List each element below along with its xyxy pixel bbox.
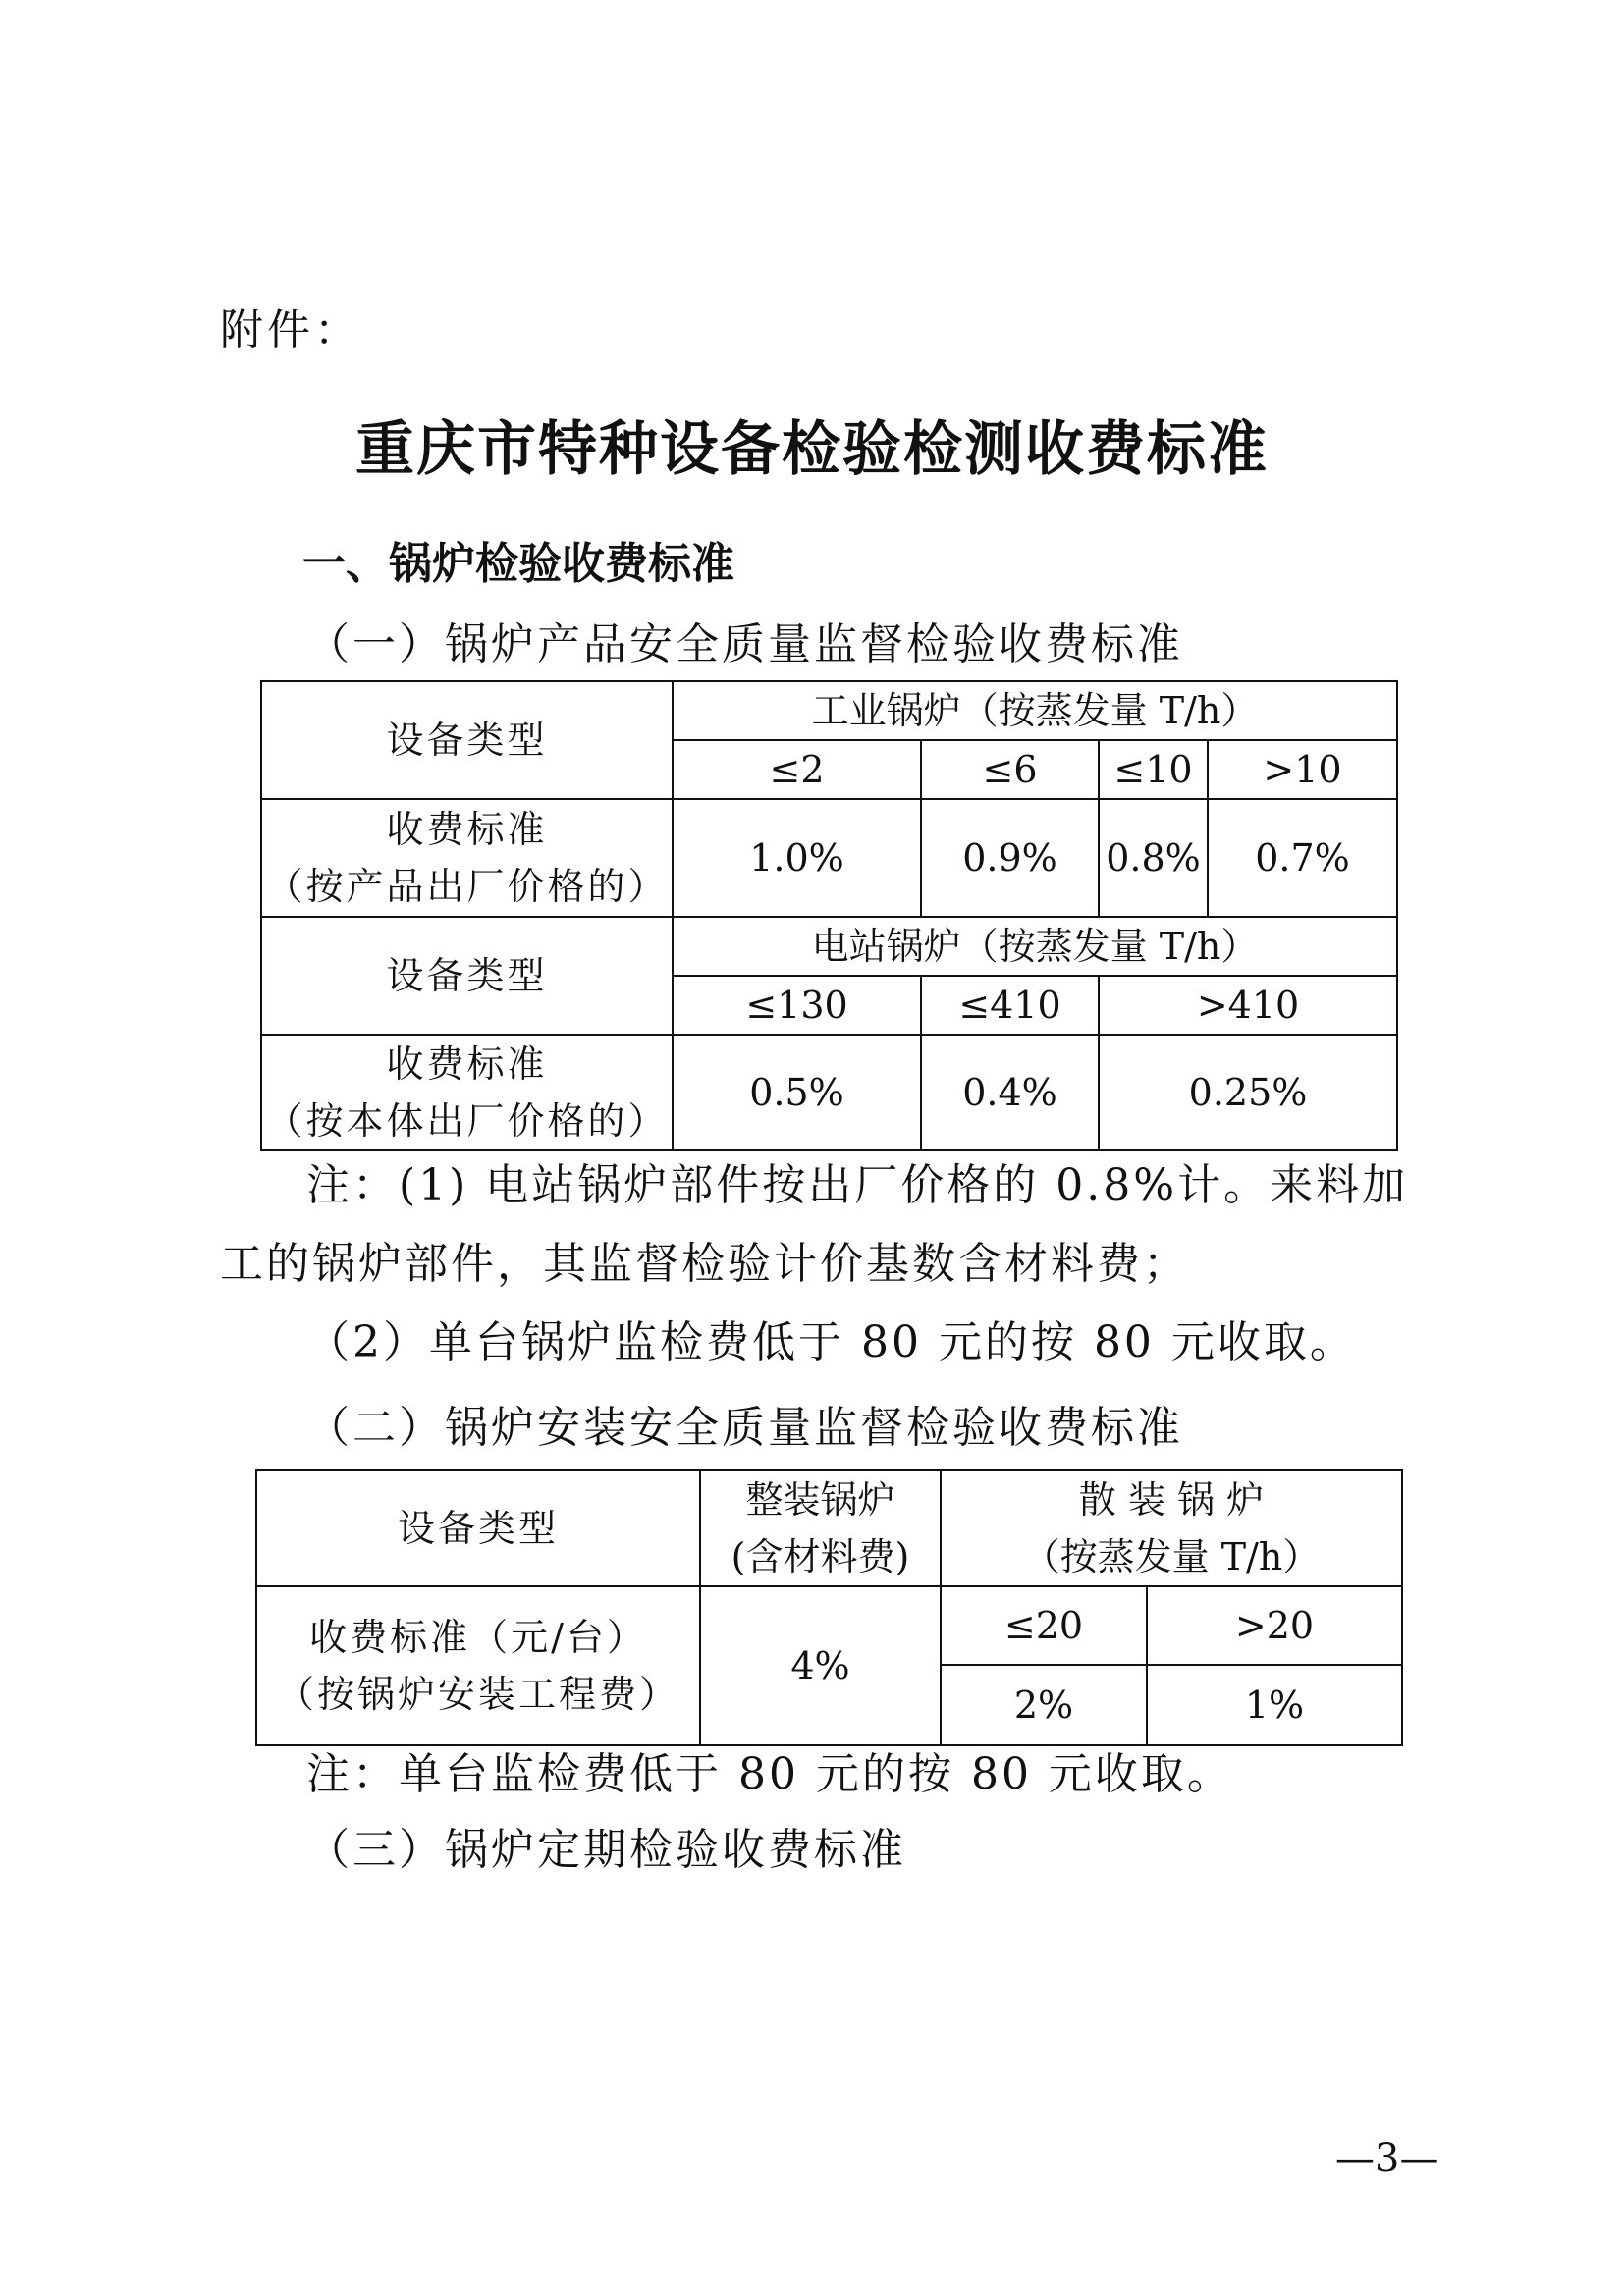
table-cell-range: ≤410 [921, 976, 1099, 1035]
note-power-boiler-parts: 注：(1) 电站锅炉部件按出厂价格的 0.8%计。来料加工的锅炉部件，其监督检验计价基数含材料费； [220, 1160, 1409, 1289]
fee-label-line1: 收费标准 [386, 1042, 548, 1086]
table-cell-fee: 4% [700, 1586, 941, 1745]
table-cell-range: >20 [1147, 1586, 1402, 1665]
page-number: —3— [1335, 2136, 1439, 2181]
fee-label-line1: 收费标准 [386, 808, 548, 851]
attachment-label: 附件： [220, 305, 361, 355]
table-cell-fee: 0.7% [1208, 799, 1397, 917]
page-title: 重庆市特种设备检验检测收费标准 [355, 415, 1269, 484]
table-header-equipment-type: 设备类型 [261, 917, 673, 1035]
note-minimum-fee: （2）单台锅炉监检费低于 80 元的按 80 元收取。 [306, 1317, 1356, 1367]
table-cell-fee: 0.25% [1099, 1035, 1397, 1150]
table-cell-range: >410 [1099, 976, 1397, 1035]
table-cell-fee: 1% [1147, 1665, 1402, 1745]
table-header-packaged-boiler [700, 1470, 941, 1586]
table-cell-range: ≤20 [941, 1586, 1147, 1665]
table-header-power-station-boiler: 电站锅炉（按蒸发量 T/h） [673, 917, 1397, 976]
table-cell-fee: 0.5% [673, 1035, 921, 1150]
table-header-industrial-boiler: 工业锅炉（按蒸发量 T/h） [673, 681, 1397, 740]
table-row-label-fee [256, 1586, 700, 1745]
note-installation-minimum-fee: 注：单台监检费低于 80 元的按 80 元收取。 [306, 1749, 1233, 1799]
section-heading-boiler: 一、锅炉检验收费标准 [302, 539, 734, 589]
packaged-header-line1: 整装锅炉 [745, 1478, 895, 1522]
fee-label-line2: （按本体出厂价格的） [265, 1099, 669, 1143]
packaged-header-line2: (含材料费) [731, 1535, 910, 1578]
table-cell-range: ≤130 [673, 976, 921, 1035]
fee-label-line2: （按产品出厂价格的） [265, 865, 669, 908]
subheading-periodic-inspection: （三）锅炉定期检验收费标准 [306, 1825, 906, 1875]
table-header-equipment-type: 设备类型 [256, 1470, 700, 1586]
table-cell-fee: 0.4% [921, 1035, 1099, 1150]
subheading-installation-inspection: （二）锅炉安装安全质量监督检验收费标准 [306, 1403, 1183, 1453]
field-header-line2: （按蒸发量 T/h） [1022, 1535, 1321, 1578]
subheading-product-inspection: （一）锅炉产品安全质量监督检验收费标准 [306, 619, 1183, 669]
product-inspection-fee-table [260, 680, 1398, 1151]
table-cell-fee: 0.9% [921, 799, 1099, 917]
table-header-field-erected-boiler [941, 1470, 1402, 1586]
field-header-line1: 散 装 锅 炉 [1078, 1478, 1265, 1522]
table-cell-fee: 0.8% [1099, 799, 1208, 917]
table-cell-range: >10 [1208, 740, 1397, 799]
table-cell-range: ≤6 [921, 740, 1099, 799]
table-row-label-fee [261, 799, 673, 917]
table-header-equipment-type: 设备类型 [261, 681, 673, 799]
table-cell-fee: 2% [941, 1665, 1147, 1745]
fee-label-line2: （按锅炉安装工程费） [276, 1673, 679, 1716]
table-cell-range: ≤10 [1099, 740, 1208, 799]
fee-label-line1: 收费标准（元/台） [309, 1616, 647, 1659]
table-cell-range: ≤2 [673, 740, 921, 799]
table-cell-fee: 1.0% [673, 799, 921, 917]
table-row-label-fee [261, 1035, 673, 1150]
installation-inspection-fee-table [255, 1469, 1403, 1746]
